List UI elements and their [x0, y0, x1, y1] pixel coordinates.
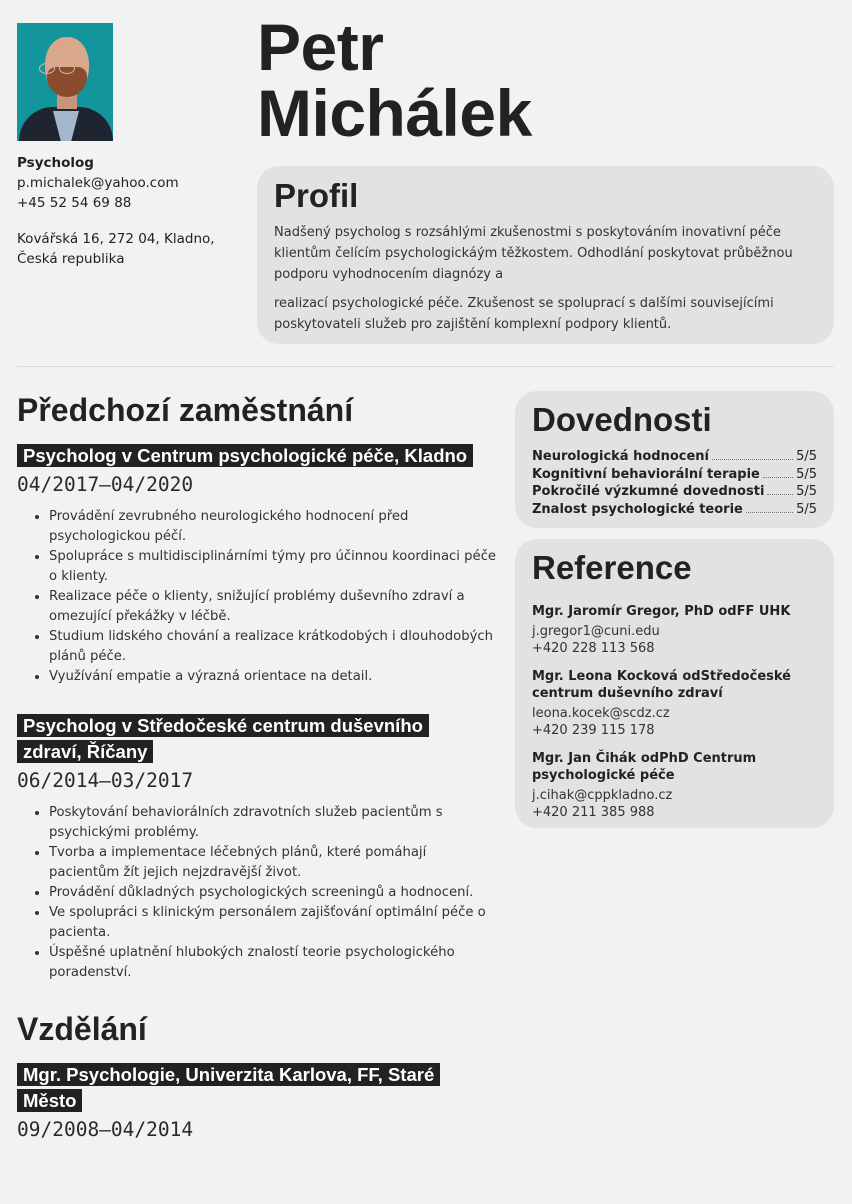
job-title-text: Psycholog v Středočeské centrum duševního zdraví, Říčany — [17, 714, 429, 763]
profile-paragraph-1: Nadšený psycholog s rozsáhlými zkušenostmi s poskytováním inovativní péče klientům čelícím psychologickáým těžkostem. Odhodlání poskytovat průběžnou podporu vyhodnocením diagnózy a — [274, 225, 793, 282]
job-entry — [17, 443, 497, 687]
job-title-text: Psycholog v Centrum psychologické péče, Kladno — [17, 444, 473, 467]
experience-heading: Předchozí zaměstnání — [17, 392, 354, 428]
profile-photo — [17, 23, 113, 141]
reference-email[interactable]: j.cihak@cppkladno.cz — [532, 787, 673, 803]
job-entry — [17, 713, 497, 983]
skill-name: Kognitivní behaviorální terapie — [532, 466, 760, 482]
job-dates: 06/2014—03/2017 — [17, 769, 194, 792]
reference-phone[interactable]: +420 239 115 178 — [532, 723, 655, 738]
dot-leader — [763, 477, 793, 478]
skill-score: 5/5 — [796, 466, 817, 482]
education-section — [17, 1009, 497, 1144]
skill-row — [532, 466, 817, 484]
reference-email[interactable]: leona.kocek@scdz.cz — [532, 705, 670, 721]
job-title-label: Psycholog — [17, 155, 94, 171]
job-bullets — [17, 507, 497, 687]
reference-email[interactable]: j.gregor1@cuni.edu — [532, 623, 660, 639]
dot-leader — [767, 494, 793, 495]
bullet-item: • Studium lidského chování a realizace krátkodobých i dlouhodobých plánů péče. — [49, 627, 497, 667]
dot-leader — [746, 512, 793, 513]
reference-item — [532, 668, 817, 740]
reference-phone[interactable]: +420 211 385 988 — [532, 805, 655, 820]
main-column — [17, 390, 497, 1144]
skills-list — [532, 448, 817, 518]
first-name: Petr — [257, 10, 384, 84]
reference-item — [532, 750, 817, 822]
education-title-text: Mgr. Psychologie, Univerzita Karlova, FF, Staré Město — [17, 1063, 440, 1112]
skills-heading: Dovednosti — [532, 401, 712, 438]
job-title — [17, 713, 457, 765]
bullet-item: • Spolupráce s multidisciplinárními týmy pro účinnou koordinaci péče o klienty. — [49, 547, 497, 587]
skill-row — [532, 483, 817, 501]
reference-phone[interactable]: +420 228 113 568 — [532, 641, 655, 656]
bullet-item: • Úspěšné uplatnění hlubokých znalostí teorie psychologického poradenství. — [49, 943, 497, 983]
address — [17, 229, 247, 269]
phone[interactable]: +45 52 54 69 88 — [17, 195, 132, 211]
address-line-2: Česká republika — [17, 251, 125, 267]
skill-score: 5/5 — [796, 484, 817, 499]
skill-row — [532, 501, 817, 519]
skill-row — [532, 448, 817, 466]
bullet-item: • Provádění zevrubného neurologického hodnocení před psychologickou péčí. — [49, 507, 497, 547]
bullet-item: • Tvorba a implementace léčebných plánů, které pomáhají pacientům žít jejich nejzdravější život. — [49, 843, 497, 883]
skill-name: Pokročilé výzkumné dovednosti — [532, 484, 765, 499]
job-title — [17, 443, 497, 469]
person-name — [257, 10, 532, 150]
skills-card — [515, 391, 834, 528]
dot-leader — [712, 459, 793, 460]
profile-heading: Profil — [274, 177, 359, 214]
bullet-item: • Ve spolupráci s klinickým personálem zajišťování optimální péče o pacienta. — [49, 903, 497, 943]
education-title — [17, 1062, 467, 1114]
education-heading: Vzdělání — [17, 1011, 147, 1047]
section-divider — [17, 366, 834, 367]
education-dates: 09/2008—04/2014 — [17, 1118, 194, 1141]
skill-score: 5/5 — [796, 449, 817, 464]
profile-card — [257, 166, 834, 344]
reference-name: Mgr. Jaromír Gregor, PhD odFF UHK — [532, 604, 791, 619]
bullet-item: • Provádění důkladných psychologických screeningů a hodnocení. — [49, 883, 497, 903]
skill-name: Znalost psychologické teorie — [532, 501, 743, 517]
references-heading: Reference — [532, 549, 692, 586]
job-dates: 04/2017—04/2020 — [17, 473, 194, 496]
profile-paragraph-2: realizací psychologické péče. Zkušenost se spoluprací s dalšími souvisejícími poskytovateli služeb pro zajištění komplexní podpory klientů. — [274, 296, 774, 332]
photo-glasses — [37, 63, 89, 73]
references-card — [515, 539, 834, 828]
bullet-item: • Využívání empatie a výrazná orientace na detail. — [49, 667, 497, 687]
bullet-item: • Realizace péče o klienty, snižující problémy duševního zdraví a omezující překážky v léčbě. — [49, 587, 497, 627]
reference-name: Mgr. Jan Čihák odPhD Centrum psychologické péče — [532, 750, 757, 783]
email[interactable]: p.michalek@yahoo.com — [17, 175, 179, 191]
address-line-1: Kovářská 16, 272 04, Kladno, — [17, 231, 215, 247]
job-bullets — [17, 803, 497, 983]
bullet-item: • Poskytování behaviorálních zdravotních služeb pacientům s psychickými problémy. — [49, 803, 497, 843]
reference-item — [532, 603, 817, 658]
skill-score: 5/5 — [796, 501, 817, 517]
last-name: Michálek — [257, 76, 532, 150]
skill-name: Neurologická hodnocení — [532, 449, 710, 464]
reference-name: Mgr. Leona Kocková odStředočeské centrum duševního zdraví — [532, 668, 791, 701]
contact-info — [17, 153, 247, 269]
